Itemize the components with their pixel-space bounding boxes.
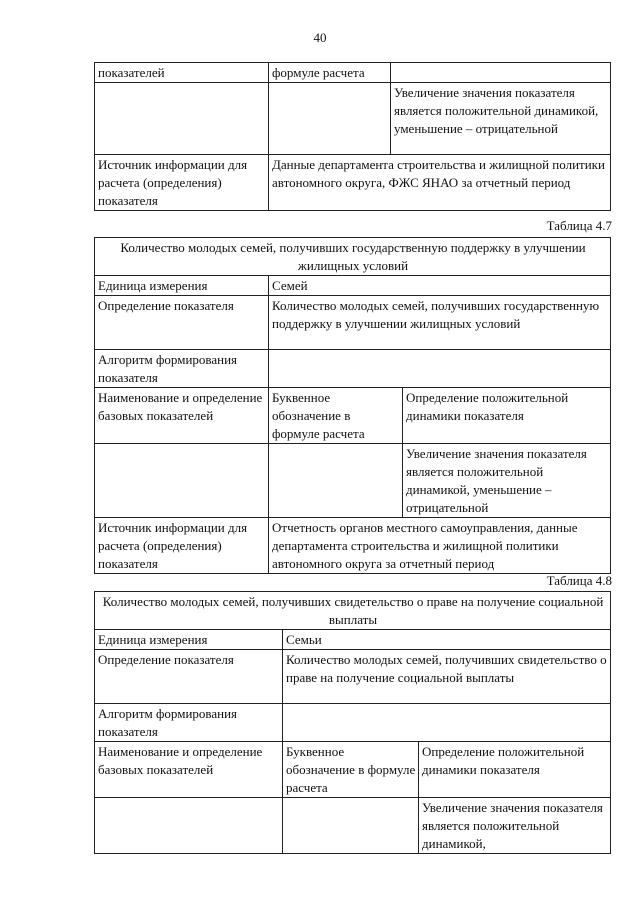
table-row — [95, 350, 611, 388]
source-label: Источник информации для расчета (определения) показателя — [95, 155, 269, 211]
table-row — [95, 798, 611, 854]
table-title: Количество молодых семей, получивших свидетельство о праве на получение социальной выплаты — [95, 592, 611, 630]
dynamics-cell: Увеличение значения показателя является положительной динамикой, уменьшение – отрицательной — [391, 83, 611, 155]
empty-cell — [269, 444, 403, 518]
table-row — [95, 518, 611, 574]
table-row — [95, 388, 611, 444]
empty-cell — [283, 798, 419, 854]
positive-label: Определение положительной динамики показателя — [419, 742, 611, 798]
definition-label: Определение показателя — [95, 650, 283, 704]
unit-label: Единица измерения — [95, 276, 269, 296]
table-4-7 — [94, 237, 611, 574]
algorithm-value — [283, 704, 611, 742]
algorithm-label: Алгоритм формирования показателя — [95, 350, 269, 388]
definition-value: Количество молодых семей, получивших государственную поддержку в улучшении жилищных условий — [269, 296, 611, 350]
dynamics-cell: Увеличение значения показателя является положительной динамикой, — [419, 798, 611, 854]
empty-cell — [269, 83, 391, 155]
table-row — [95, 296, 611, 350]
table-row — [95, 592, 611, 630]
unit-value: Семьи — [283, 630, 611, 650]
empty-cell — [95, 444, 269, 518]
table-row — [95, 63, 611, 83]
algorithm-value — [269, 350, 611, 388]
header-cell — [391, 63, 611, 83]
page-number: 40 — [313, 30, 327, 45]
positive-label: Определение положительной динамики показателя — [403, 388, 611, 444]
source-value: Данные департамента строительства и жилищной политики автономного округа, ФЖС ЯНАО за отчетный период — [269, 155, 611, 211]
letter-label: Буквенное обозначение в формуле расчета — [269, 388, 403, 444]
source-value: Отчетность органов местного самоуправления, данные департамента строительства и жилищной политики автономного округа за отчетный период — [269, 518, 611, 574]
table-row — [95, 742, 611, 798]
table-caption: Таблица 4.8 — [546, 573, 612, 588]
definition-value: Количество молодых семей, получивших свидетельство о праве на получение социальной выплаты — [283, 650, 611, 704]
unit-value: Семей — [269, 276, 611, 296]
definition-label: Определение показателя — [95, 296, 269, 350]
table-row — [95, 444, 611, 518]
table-row — [95, 704, 611, 742]
empty-cell — [95, 83, 269, 155]
base-label: Наименование и определение базовых показателей — [95, 742, 283, 798]
empty-cell — [95, 798, 283, 854]
algorithm-label: Алгоритм формирования показателя — [95, 704, 283, 742]
table-row — [95, 276, 611, 296]
table-row — [95, 155, 611, 211]
table-row — [95, 630, 611, 650]
header-cell: формуле расчета — [269, 63, 391, 83]
header-cell: показателей — [95, 63, 269, 83]
table-title: Количество молодых семей, получивших государственную поддержку в улучшении жилищных условий — [95, 238, 611, 276]
dynamics-cell: Увеличение значения показателя является положительной динамикой, уменьшение – отрицательной — [403, 444, 611, 518]
table-4-8 — [94, 591, 611, 854]
source-label: Источник информации для расчета (определения) показателя — [95, 518, 269, 574]
letter-label: Буквенное обозначение в формуле расчета — [283, 742, 419, 798]
table-row — [95, 83, 611, 155]
unit-label: Единица измерения — [95, 630, 283, 650]
continued-table — [94, 62, 611, 211]
table-row — [95, 238, 611, 276]
table-row — [95, 650, 611, 704]
base-label: Наименование и определение базовых показателей — [95, 388, 269, 444]
table-caption: Таблица 4.7 — [546, 218, 612, 233]
